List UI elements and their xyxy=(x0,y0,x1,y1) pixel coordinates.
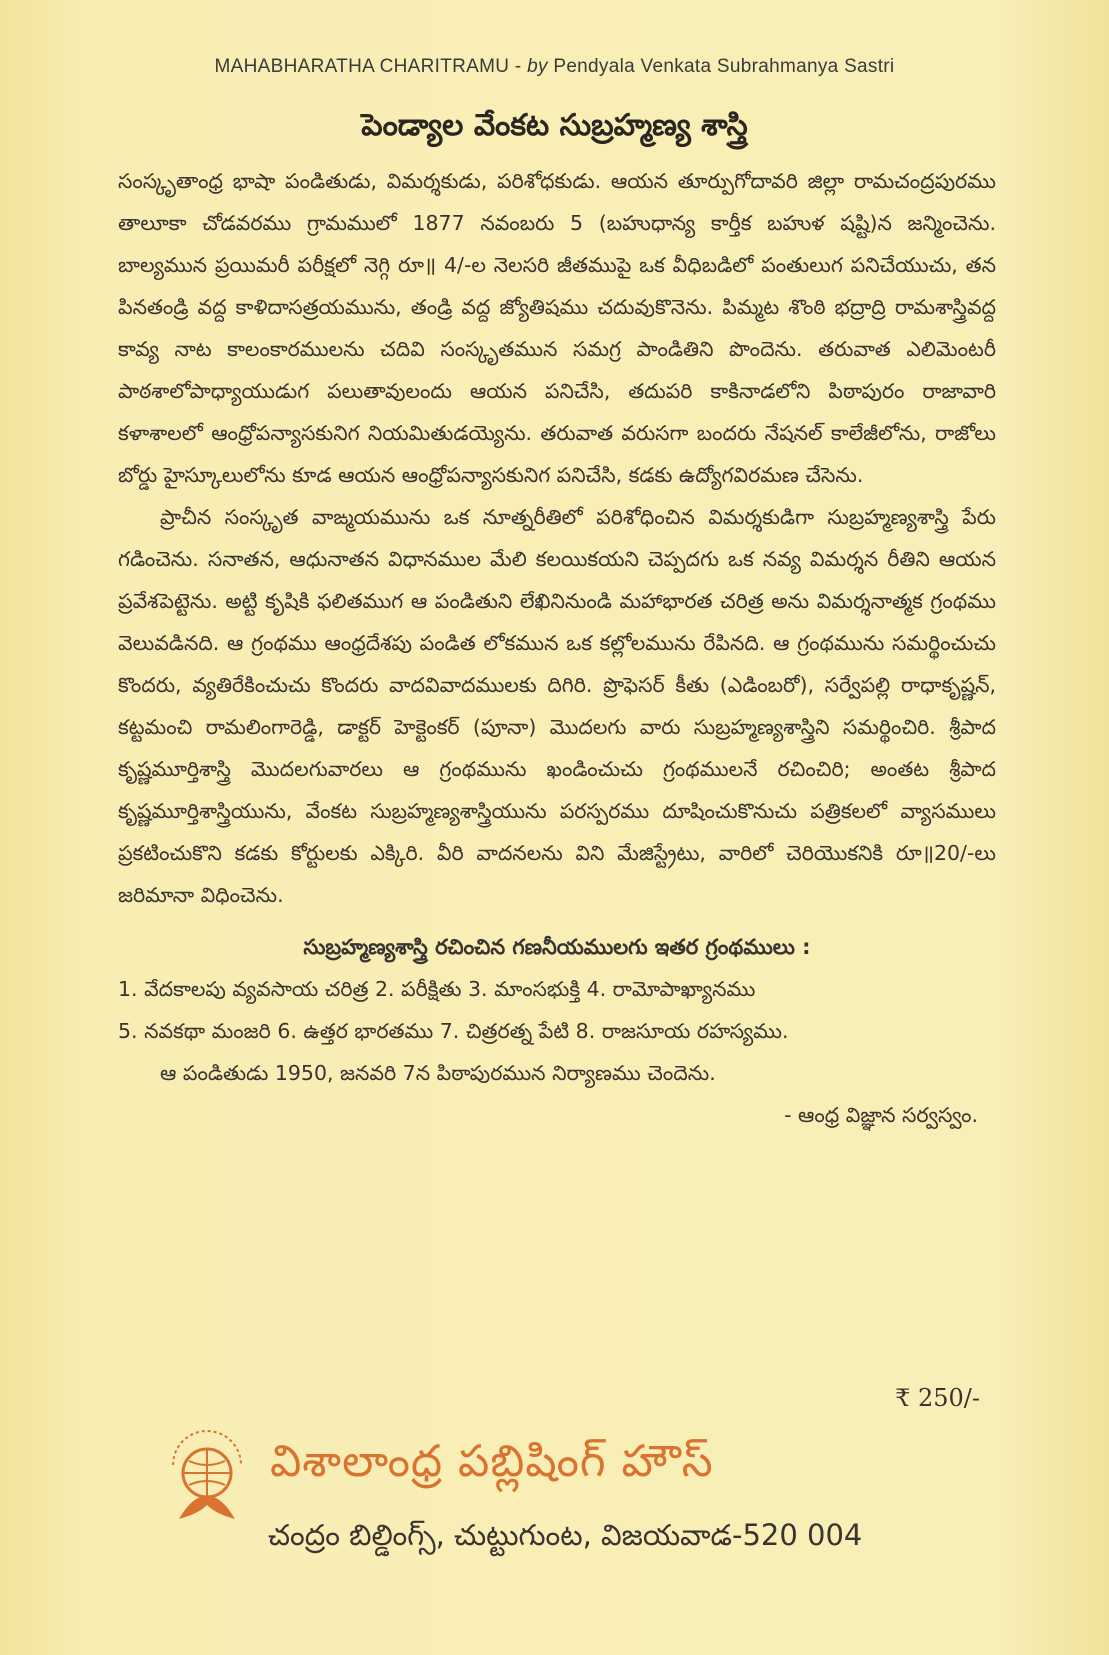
closing-line: ఆ పండితుడు 1950, జనవరి 7న పిఠాపురమున నిర్యాణము చెందెను. xyxy=(160,1061,716,1085)
works-heading: సుబ్రహ్మణ్యశాస్త్రి రచించిన గణనీయములగు ఇతర గ్రంథములు : xyxy=(303,935,811,959)
biography-paragraph: ప్రాచీన సంస్కృత వాఙ్మయమును ఒక నూత్నరీతిలో పరిశోధించిన విమర్శకుడిగా సుబ్రహ్మణ్యశాస్త్రి పేరు గడించెను. సనాతన, ఆధునాతన విధానముల మేలి కలయికయని చెప్పదగు ఒక నవ్య విమర్శన రీతిని ఆయన ప్రవేశపెట్టెను. అట్టి కృషికి ఫలితముగ ఆ పండితుని లేఖినినుండి మహాభారత చరిత్ర అను విమర్శనాత్మక గ్రంథము వెలువడినది. ఆ గ్రంథము ఆంధ్రదేశపు పండిత లోకమున ఒక కల్లోలమును రేపినది. ఆ గ్రంథమును సమర్థించుచు కొందరు, వ్యతిరేకించుచు కొందరు వాదవివాదములకు దిగిరి. ప్రొఫెసర్ కీతు (ఎడింబరో), సర్వేపల్లి రాధాకృష్ణన్, కట్టమంచి రామలింగారెడ్డి, డాక్టర్ హెక్టెంకర్ (పూనా) మొదలగు వారు సుబ్రహ్మణ్యశాస్త్రిని సమర్థించిరి. శ్రీపాద కృష్ణమూర్తిశాస్త్రి మొదలగువారలు ఆ గ్రంథమును ఖండించుచు గ్రంథములనే రచించిరి; అంతట శ్రీపాద కృష్ణమూర్తిశాస్త్రియును, వేంకట సుబ్రహ్మణ్యశాస్త్రియును పరస్పరము దూషించుకొనుచు పత్రికలలో వ్యాసములు ప్రకటించుకొని కడకు కోర్టులకు ఎక్కిరి. వీరి వాదనలను విని మేజిస్ట్రేటు, వారిలో చెరియొకనికి రూ॥20/-లు జరిమానా విధించెను. xyxy=(118,505,996,907)
publisher-name: విశాలాంధ్ర పబ్లిషింగ్ హౌస్ xyxy=(270,1436,714,1487)
header-separator: - xyxy=(514,56,528,77)
biography-paragraph: సంస్కృతాంధ్ర భాషా పండితుడు, విమర్శకుడు, పరిశోధకుడు. ఆయన తూర్పుగోదావరి జిల్లా రామచంద్రపురము తాలూకా చోడవరము గ్రామములో 1877 నవంబరు 5 (బహుధాన్య కార్తీక బహుళ షష్టి)న జన్మించెను. బాల్యమున ప్రయిమరీ పరీక్షలో నెగ్గి రూ॥ 4/-ల నెలసరి జీతముపై ఒక వీధిబడిలో పంతులుగ పనిచేయుచు, తన పినతండ్రి వద్ద కాళిదాసత్రయమును, తండ్రి వద్ద జ్యోతిషము చదువుకొనెను. పిమ్మట శొంఠి భద్రాద్రి రామశాస్త్రివద్ద కావ్య నాట కాలంకారములను చదివి సంస్కృతమున సమగ్ర పాండితిని పొందెను. తరువాత ఎలిమెంటరీ పాఠశాలోపాధ్యాయుడుగ పలుతావులందు ఆయన పనిచేసి, తదుపరి కాకినాడలోని పిఠాపురం రాజావారి కళాశాలలో ఆంధ్రోపన్యాసకునిగ నియమితుడయ్యెను. తరువాత వరుసగా బందరు నేషనల్ కాలేజీలోను, రాజోలు బోర్డు హైస్కూలులోను కూడ ఆయన ఆంధ్రోపన్యాసకునిగ పనిచేసి, కడకు ఉద్యోగవిరమణ చేసెను. xyxy=(118,169,996,487)
publisher-address: చంద్రం బిల్డింగ్స్, చుట్టుగుంట, విజయవాడ-520 004 xyxy=(268,1518,863,1552)
header-by: by xyxy=(527,56,548,77)
header-author: Pendyala Venkata Subrahmanya Sastri xyxy=(547,56,895,77)
publisher-logo-icon xyxy=(163,1425,251,1523)
source-citation: - ఆంధ్ర విజ్ఞాన సర్వస్వం. xyxy=(784,1103,978,1127)
price-label: ₹ 250/- xyxy=(895,1384,980,1412)
header-book-title: MAHABHARATHA CHARITRAMU xyxy=(214,56,510,77)
page-title: పెండ్యాల వేంకట సుబ్రహ్మణ్య శాస్త్రి xyxy=(361,108,748,143)
biography-body xyxy=(118,160,996,1136)
works-list-line: 1. వేదకాలపు వ్యవసాయ చరిత్ర 2. పరీక్షితు 3. మాంసభుక్తి 4. రామోపాఖ్యానము xyxy=(118,977,756,1001)
running-header xyxy=(0,56,1109,78)
works-list-line: 5. నవకథా మంజరి 6. ఉత్తర భారతము 7. చిత్రరత్న పేటి 8. రాజసూయ రహస్యము. xyxy=(118,1019,789,1043)
